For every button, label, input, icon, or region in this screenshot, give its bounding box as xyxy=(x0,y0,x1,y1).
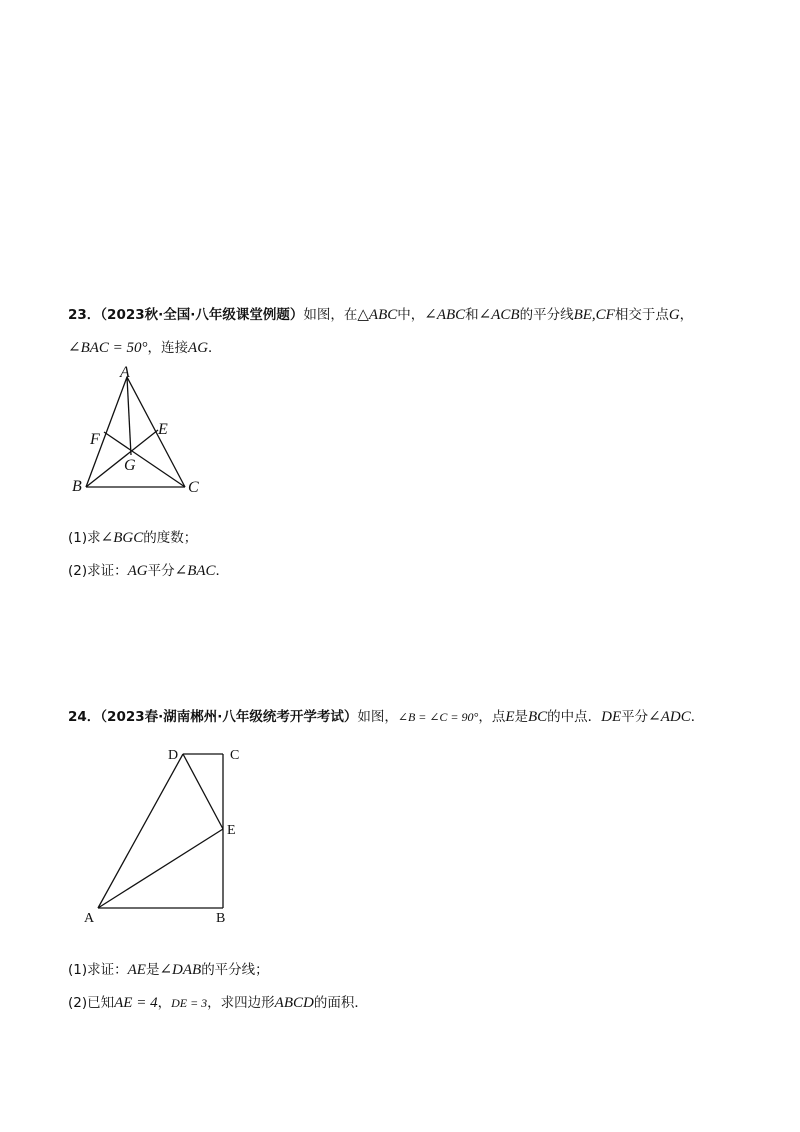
q23-text: 如图，在 xyxy=(303,307,358,323)
q24-segment-bc: BC xyxy=(528,709,548,725)
q23-label-c: C xyxy=(188,479,199,496)
q24-label-b: B xyxy=(216,911,226,926)
q24-source: （2023春·湖南郴州·八年级统考开学考试） xyxy=(100,709,358,725)
q24-ae: AE xyxy=(127,962,146,978)
q24-part1-mid: 是 xyxy=(145,962,160,978)
q23-text: ． xyxy=(208,340,222,356)
q23-label-g: G xyxy=(124,457,136,474)
q24-part2 xyxy=(68,993,368,1013)
q24-angle-adc: ∠ADC xyxy=(648,709,691,725)
q24-quad-abcd: ABCD xyxy=(274,995,314,1011)
q24-part1-suffix: 的平分线； xyxy=(201,962,269,978)
q24-segment-ae-line xyxy=(98,829,223,908)
q24-part1 xyxy=(68,960,269,980)
q23-label-e: E xyxy=(158,421,168,438)
q23-label-f: F xyxy=(90,431,100,448)
q24-label-e: E xyxy=(227,823,236,838)
q23-triangle: △ABC xyxy=(357,307,398,323)
q23-angle-abc: ∠ABC xyxy=(424,307,466,323)
q24-label-d: D xyxy=(168,748,179,763)
q23-ag: AG xyxy=(127,563,148,579)
q24-text: 平分 xyxy=(621,709,649,725)
q24-text: ，点 xyxy=(478,709,506,725)
q23-point-g: G xyxy=(668,307,680,323)
q24-part2-mid: ，求四边形 xyxy=(207,995,275,1011)
q23-text: ， xyxy=(679,307,694,323)
q23-text: ，连接 xyxy=(147,340,189,356)
q24-text: 的中点． xyxy=(547,709,602,725)
q24-condition: ∠B = ∠C = 90° xyxy=(397,710,479,724)
q24-point-e: E xyxy=(505,709,515,725)
q24-part2-comma: ， xyxy=(157,995,172,1011)
q23-part2-prefix: (2)求证： xyxy=(68,563,128,579)
q23-text: 中， xyxy=(397,307,425,323)
q23-part1-prefix: (1)求 xyxy=(68,530,101,546)
q24-angle-dab: ∠DAB xyxy=(159,962,202,978)
q23-text: 相交于点 xyxy=(614,307,669,323)
q23-part1-suffix: 的度数； xyxy=(143,530,198,546)
q24-part2-suffix: 的面积． xyxy=(313,995,368,1011)
q24-ae-value: AE = 4 xyxy=(114,995,158,1011)
q24-side-ad xyxy=(98,754,183,908)
q24-segment-de: DE xyxy=(601,709,622,725)
q23-segment-ag: AG xyxy=(188,340,209,356)
q24-segment-de-line xyxy=(183,754,223,829)
q23-part2-suffix: ． xyxy=(215,563,230,579)
q23-text: 和 xyxy=(465,307,479,323)
q23-label-a: A xyxy=(120,364,130,381)
q24-de-value: DE = 3 xyxy=(171,996,208,1010)
q24-part2-prefix: (2)已知 xyxy=(68,995,115,1011)
q24-label-a: A xyxy=(84,911,95,926)
q23-condition: ∠BAC = 50° xyxy=(68,340,148,356)
q23-part2-mid: 平分 xyxy=(147,563,175,579)
q24-text: ． xyxy=(690,709,705,725)
q23-text: 的平分线 xyxy=(519,307,574,323)
q23-label-b: B xyxy=(72,478,82,495)
q23-source: （2023秋·全国·八年级课堂例题） xyxy=(100,307,304,323)
q24-text: 如图， xyxy=(357,709,398,725)
q24-number: 24． xyxy=(68,709,101,725)
q24-text: 是 xyxy=(514,709,528,725)
q23-angle-bac: ∠BAC xyxy=(174,563,216,579)
q23-number: 23． xyxy=(68,307,101,323)
q24-part1-prefix: (1)求证： xyxy=(68,962,128,978)
q23-angle-acb: ∠ACB xyxy=(478,307,520,323)
q23-bisectors: BE,CF xyxy=(573,307,615,323)
q23-angle-bgc: ∠BGC xyxy=(100,530,144,546)
q24-label-c: C xyxy=(230,748,240,763)
